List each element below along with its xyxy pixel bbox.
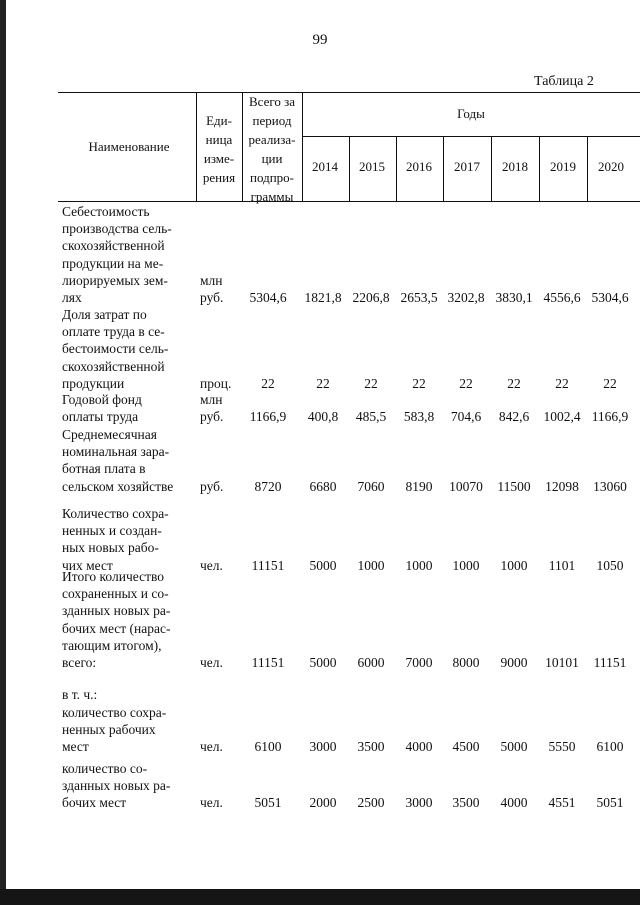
row-total: 22: [261, 375, 275, 391]
row-value-2015: 22: [364, 375, 378, 391]
header-unit: Еди- ница изме- рения: [202, 113, 236, 185]
row-total: 5051: [254, 795, 282, 811]
row-value-2017: 3500: [452, 795, 480, 811]
row-value-2017: 4500: [452, 739, 480, 755]
row-value-2018: 5000: [500, 739, 528, 755]
table-top-border: [58, 92, 640, 93]
row-value-2014: 3000: [309, 739, 337, 755]
row-value-2014: 2000: [309, 795, 337, 811]
row-value-2015: 485,5: [355, 409, 387, 425]
row-unit: чел.: [200, 739, 223, 755]
row-value-2018: 22: [507, 375, 521, 391]
header-year-2019: 2019: [550, 159, 576, 174]
row-value-2017: 3202,8: [447, 290, 485, 305]
header-year-2016: 2016: [406, 159, 432, 174]
row-value-2020: 1166,9: [591, 409, 629, 425]
row-value-2018: 842,6: [498, 409, 530, 425]
header-name: Наименование: [88, 139, 170, 154]
row-value-2019: 4551: [548, 795, 576, 811]
row-name: Годовой фонд оплаты труда: [62, 392, 142, 425]
row-value-2017: 704,6: [450, 409, 482, 425]
row-value-2019: 1101: [548, 557, 576, 573]
row-value-2014: 6680: [309, 478, 337, 494]
row-value-2018: 3830,1: [495, 290, 533, 305]
row-value-2016: 8190: [405, 478, 433, 494]
row-unit: чел.: [200, 557, 223, 573]
row-name: количество сохра- ненных рабочих мест: [62, 705, 167, 755]
row-value-2016: 3000: [405, 795, 433, 811]
row-value-2020: 1050: [596, 557, 624, 573]
header-year-2015: 2015: [359, 159, 385, 174]
row-value-2017: 10070: [449, 478, 483, 494]
row-value-2015: 2206,8: [352, 290, 390, 305]
row-value-2019: 5550: [548, 739, 576, 755]
row-total: 11151: [251, 557, 285, 573]
row-unit: руб.: [200, 478, 224, 494]
row-total: 5304,6: [249, 290, 287, 305]
row-value-2015: 1000: [357, 557, 385, 573]
row-value-2020: 6100: [596, 739, 624, 755]
row-value-2018: 1000: [500, 557, 528, 573]
table-label: Таблица 2: [534, 74, 594, 89]
row-value-2014: 1821,8: [304, 290, 342, 305]
row-unit: чел.: [200, 795, 223, 811]
row-value-2017: 8000: [452, 655, 480, 670]
row-value-2016: 583,8: [403, 409, 435, 425]
row-value-2019: 10101: [545, 655, 579, 670]
row-value-2014: 5000: [309, 655, 337, 670]
row-value-2019: 12098: [545, 478, 579, 494]
row-value-2016: 4000: [405, 739, 433, 755]
row-value-2019: 1002,4: [543, 409, 581, 425]
row-name: Количество сохра- ненных и создан- ных новых рабо- чих мест: [62, 506, 169, 573]
header-year-2020: 2020: [598, 159, 624, 174]
scan-left-edge: [0, 0, 6, 905]
row-unit: проц.: [200, 375, 232, 391]
row-value-2014: 22: [316, 375, 330, 391]
row-unit: чел.: [200, 655, 223, 670]
row-name: Себестоимость производства сель- скохозяйственной продукции на ме- лиорируемых зем- лях: [62, 204, 172, 306]
row-name: в т. ч.:: [62, 687, 98, 702]
row-value-2017: 1000: [452, 557, 480, 573]
scan-bottom-edge: [0, 889, 640, 905]
row-value-2017: 22: [459, 375, 473, 391]
row-value-2015: 2500: [357, 795, 385, 811]
row-unit: млн руб.: [200, 272, 224, 305]
row-value-2020: 13060: [593, 478, 627, 494]
row-total: 6100: [254, 739, 282, 755]
row-total: 8720: [254, 478, 282, 494]
row-total: 1166,9: [249, 409, 287, 425]
row-value-2015: 6000: [357, 655, 385, 670]
row-value-2018: 11500: [497, 478, 531, 494]
row-value-2016: 2653,5: [400, 290, 438, 305]
row-value-2014: 400,8: [307, 409, 339, 425]
row-total: 11151: [251, 655, 285, 670]
row-name: Итого количество сохраненных и со- зданных новых ра- бочих мест (нарас- тающим итогом), всего:: [62, 569, 171, 671]
row-value-2020: 5051: [596, 795, 624, 811]
row-name: Среднемесячная номинальная зара- ботная плата в сельском хозяйстве: [62, 427, 174, 494]
header-total: Всего за период реализа- ции подпро- граммы: [248, 94, 296, 204]
header-year-2018: 2018: [502, 159, 528, 174]
row-value-2018: 4000: [500, 795, 528, 811]
row-name: Доля затрат по оплате труда в се- бестоимости сель- скохозяйственной продукции: [62, 307, 169, 391]
header-year-2017: 2017: [454, 159, 480, 174]
row-value-2014: 5000: [309, 557, 337, 573]
row-value-2020: 22: [603, 375, 617, 391]
row-value-2016: 22: [412, 375, 426, 391]
row-unit: млн руб.: [200, 392, 224, 425]
row-value-2016: 1000: [405, 557, 433, 573]
row-value-2020: 5304,6: [591, 290, 629, 305]
header-years-title: Годы: [457, 106, 485, 121]
row-value-2019: 22: [555, 375, 569, 391]
row-value-2015: 3500: [357, 739, 385, 755]
row-value-2018: 9000: [500, 655, 528, 670]
row-value-2019: 4556,6: [543, 290, 581, 305]
row-value-2016: 7000: [405, 655, 433, 670]
header-year-2014: 2014: [312, 159, 338, 174]
years-subheader-rule: [302, 136, 640, 137]
row-value-2015: 7060: [357, 478, 385, 494]
row-name: количество со- зданных новых ра- бочих мест: [62, 761, 171, 811]
row-value-2020: 11151: [593, 655, 627, 670]
page-number: 99: [312, 32, 328, 48]
